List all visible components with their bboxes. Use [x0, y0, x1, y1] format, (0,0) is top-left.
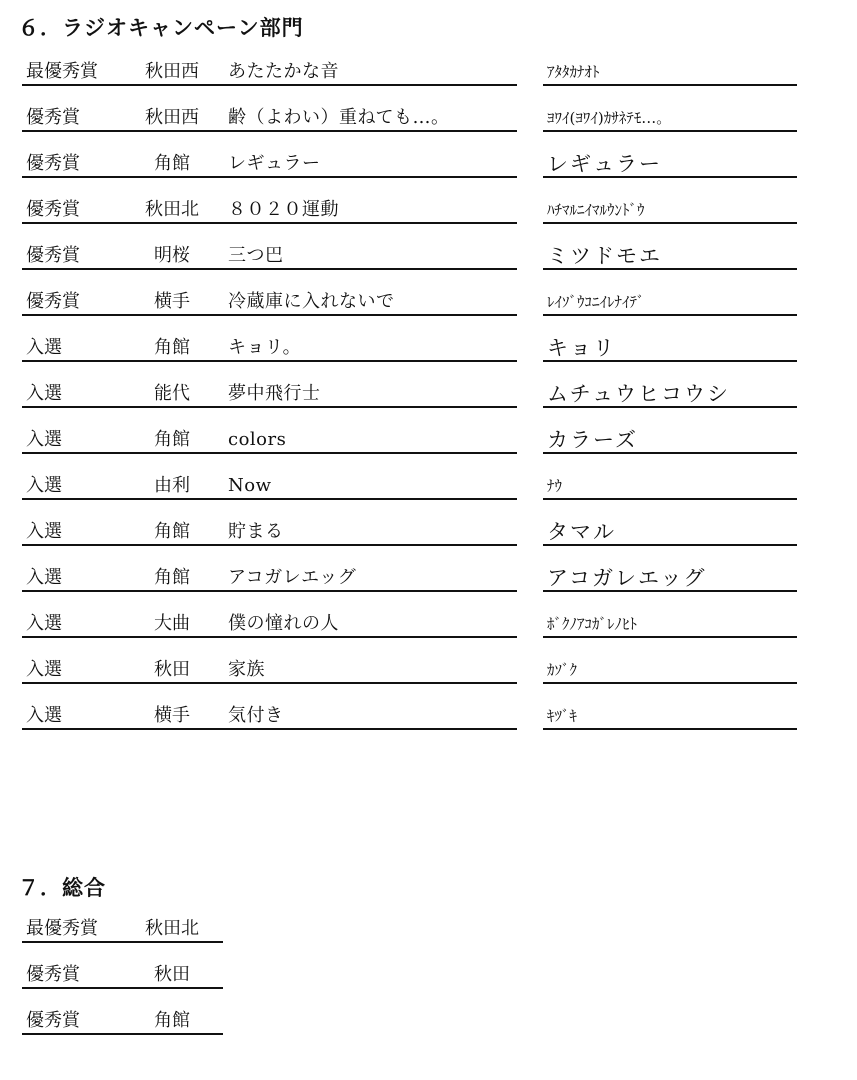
- school-name: 由利: [154, 475, 190, 496]
- award-label: 入選: [26, 383, 62, 404]
- section-6-heading: ６．ラジオキャンペーン部門: [18, 16, 304, 40]
- school-name: 角館: [154, 1010, 190, 1031]
- underline: [22, 1033, 223, 1035]
- award-label: 優秀賞: [26, 245, 80, 266]
- school-name: 秋田: [154, 659, 190, 680]
- entry-title: 気付き: [228, 705, 284, 726]
- list-item: [0, 989, 300, 1035]
- list-item: [0, 684, 857, 730]
- entry-reading: ﾚｲｿﾞｳｺﾆｲﾚﾅｲﾃﾞ: [547, 293, 645, 311]
- list-item: [0, 316, 857, 362]
- award-label: 入選: [26, 567, 62, 588]
- award-label: 入選: [26, 475, 62, 496]
- school-name: 秋田北: [145, 918, 199, 939]
- list-item: [0, 408, 857, 454]
- entry-title: あたたかな音: [228, 61, 339, 82]
- list-item: [0, 40, 857, 86]
- school-name: 能代: [154, 383, 190, 404]
- award-label: 優秀賞: [26, 153, 80, 174]
- school-name: 秋田: [154, 964, 190, 985]
- entry-reading: ｶｿﾞｸ: [547, 661, 578, 679]
- entry-title: 三つ巴: [228, 245, 284, 266]
- entry-reading: ﾎﾞｸﾉｱｺｶﾞﾚﾉﾋﾄ: [547, 615, 638, 633]
- entry-title: 僕の憧れの人: [228, 613, 339, 634]
- entry-title: 貯まる: [228, 521, 284, 542]
- school-name: 横手: [154, 291, 190, 312]
- award-label: 入選: [26, 337, 62, 358]
- school-name: 横手: [154, 705, 190, 726]
- award-label: 入選: [26, 705, 62, 726]
- entry-reading: キョリ: [547, 336, 616, 360]
- entry-reading: カラーズ: [547, 428, 638, 452]
- list-item: [0, 132, 857, 178]
- award-label: 最優秀賞: [26, 61, 98, 82]
- award-label: 優秀賞: [26, 964, 80, 985]
- school-name: 秋田北: [145, 199, 199, 220]
- school-name: 明桜: [154, 245, 190, 266]
- award-label: 入選: [26, 613, 62, 634]
- award-label: 優秀賞: [26, 107, 80, 128]
- entry-reading: ｷﾂﾞｷ: [547, 707, 578, 725]
- school-name: 角館: [154, 429, 190, 450]
- entry-title: 冷蔵庫に入れないで: [228, 291, 395, 312]
- school-name: 秋田西: [145, 61, 199, 82]
- entry-title: ８０２０運動: [228, 199, 339, 220]
- school-name: 大曲: [154, 613, 190, 634]
- entry-reading: ムチュウヒコウシ: [547, 382, 730, 406]
- list-item: [0, 178, 857, 224]
- entry-reading: タマル: [547, 520, 616, 544]
- list-item: [0, 897, 300, 943]
- school-name: 角館: [154, 153, 190, 174]
- entry-reading: ｱﾀﾀｶﾅｵﾄ: [547, 63, 600, 81]
- award-label: 入選: [26, 429, 62, 450]
- list-item: [0, 500, 857, 546]
- entry-title: 夢中飛行士: [228, 383, 321, 404]
- school-name: 角館: [154, 521, 190, 542]
- entry-title: colors: [228, 429, 287, 450]
- list-item: [0, 546, 857, 592]
- entry-reading: ﾖﾜｲ(ﾖﾜｲ)ｶｻﾈﾃﾓ…。: [547, 109, 672, 127]
- entry-title: アコガレエッグ: [228, 567, 357, 588]
- award-label: 優秀賞: [26, 291, 80, 312]
- underline: [22, 728, 517, 730]
- entry-reading: ﾊﾁﾏﾙﾆｲﾏﾙｳﾝﾄﾞｳ: [547, 201, 645, 219]
- list-item: [0, 362, 857, 408]
- underline: [543, 728, 797, 730]
- entry-reading: ﾅｳ: [547, 477, 563, 495]
- entry-reading: アコガレエッグ: [547, 566, 707, 590]
- list-item: [0, 224, 857, 270]
- list-item: [0, 454, 857, 500]
- list-item: [0, 270, 857, 316]
- award-label: 優秀賞: [26, 1010, 80, 1031]
- award-label: 最優秀賞: [26, 918, 98, 939]
- list-item: [0, 638, 857, 684]
- school-name: 角館: [154, 567, 190, 588]
- entry-reading: レギュラー: [547, 152, 662, 176]
- entry-title: 齢（よわい）重ねても…。: [228, 107, 450, 128]
- list-item: [0, 943, 300, 989]
- section-7-heading: ７．総合: [18, 876, 106, 900]
- list-item: [0, 592, 857, 638]
- entry-title: Now: [228, 475, 272, 496]
- award-label: 優秀賞: [26, 199, 80, 220]
- award-label: 入選: [26, 659, 62, 680]
- school-name: 秋田西: [145, 107, 199, 128]
- list-item: [0, 86, 857, 132]
- school-name: 角館: [154, 337, 190, 358]
- entry-title: 家族: [228, 659, 265, 680]
- award-label: 入選: [26, 521, 62, 542]
- entry-reading: ミツドモエ: [547, 244, 662, 268]
- entry-title: レギュラー: [228, 153, 321, 174]
- entry-title: キョリ。: [228, 337, 302, 358]
